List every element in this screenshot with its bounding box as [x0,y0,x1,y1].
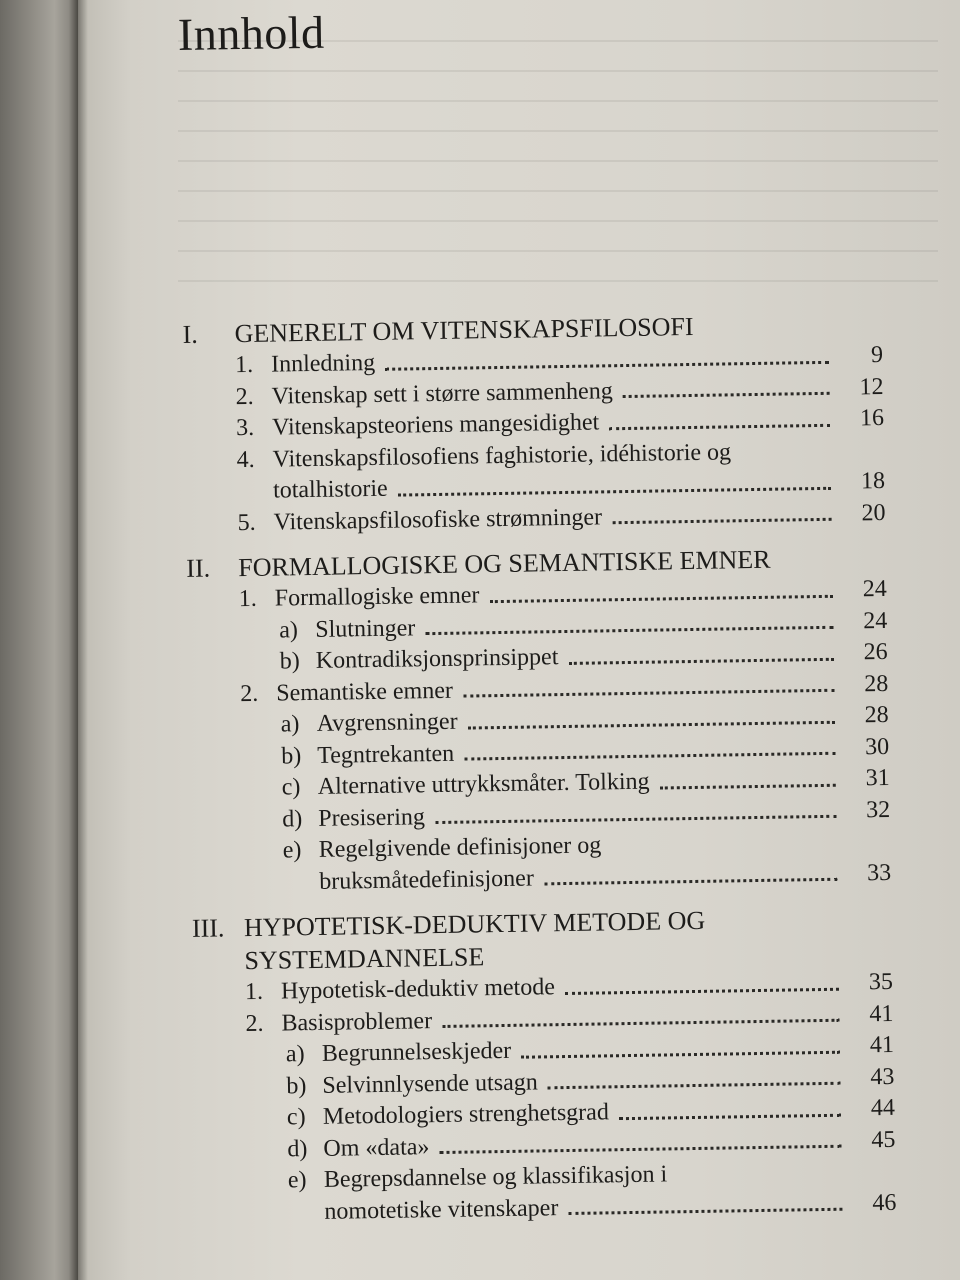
dot-leader [623,392,830,398]
dot-leader [568,1208,842,1215]
entry-title-continuation: totalhistorie [272,475,388,504]
section-title: GENERELT OM VITENSKAPSFILOSOFI [234,311,694,349]
page-number: 20 [861,499,886,526]
entry-title-continuation: bruksmåtedefinisjoner [319,865,535,895]
entry-title: Om «data» [323,1133,430,1162]
entry-title: Slutninger [315,614,416,643]
section-title: HYPOTETISK-DEDUKTIV METODE OG SYSTEMDANNELSE [243,905,706,976]
dot-leader [612,518,832,524]
entry-title: Kontradiksjonsprinsippet [315,644,559,674]
entry-title: Basisproblemer [281,1007,433,1036]
entry-title-continuation: nomotetiske vitenskaper [324,1194,559,1225]
entry-title: Avgrensninger [316,708,458,737]
dot-leader [442,1019,839,1028]
entry-number: b) [279,648,300,675]
page-number: 41 [869,1000,894,1027]
entry-title: Presisering [318,803,426,832]
page-number: 9 [870,341,884,369]
toc-section [186,541,891,900]
entry-number: d) [287,1135,308,1162]
page-number: 45 [871,1126,896,1153]
page-number: 28 [864,701,889,729]
page-number: 16 [859,404,885,432]
page-title: Innhold [177,6,325,60]
entry-number-spacer [283,898,319,899]
dot-leader [619,1113,841,1119]
page-number: 44 [870,1094,896,1122]
page-number: 30 [864,733,890,760]
entry-number: 5. [237,509,256,536]
page-number: 31 [865,764,890,792]
book-page [78,0,960,1280]
dot-leader [464,752,835,761]
entry-title: Hypotetisk-deduktiv metode [280,974,556,1005]
section-title: FORMALLOGISKE OG SEMANTISKE EMNER [238,544,771,583]
entry-title: Vitenskapsteoriens mangesidighet [271,409,600,441]
entry-number: 2. [245,1010,264,1037]
entry-number: 3. [235,414,255,442]
entry-number: e) [282,837,302,864]
entry-title: Begrepsdannelse og klassifikasjon i [323,1161,668,1193]
entry-number: 2. [235,383,254,410]
entry-number: b) [286,1072,307,1099]
book-spine-gutter [0,0,78,1280]
entry-title: Regelgivende definisjoner og [318,832,602,863]
page-number: 18 [860,467,886,495]
dot-leader [468,720,835,729]
dot-leader [435,815,836,824]
entry-number: e) [287,1167,307,1194]
page-number: 35 [868,968,894,996]
dot-leader [568,657,833,664]
entry-number-spacer [289,1228,325,1229]
entry-number: a) [280,711,300,738]
page-number: 46 [872,1189,897,1216]
page-number: 43 [870,1063,895,1090]
page-number: 24 [863,607,888,634]
toc-section [192,901,897,1230]
dot-leader [544,878,837,886]
entry-title: Begrunnelseskjeder [321,1037,512,1067]
dot-leader [489,594,832,602]
dot-leader [660,783,836,789]
entry-title: Alternative uttrykksmåter. Tolking [317,768,650,800]
page-number: 26 [863,638,888,666]
page-content [78,0,960,1280]
entry-number: c) [286,1104,306,1131]
entry-title: Tegntrekanten [317,740,455,769]
dot-leader [439,1145,841,1154]
entry-number: 1. [238,585,257,613]
dot-leader [385,360,829,370]
section-number: I. [182,319,199,349]
entry-title: Semantiske emner [276,677,454,707]
dot-leader [398,486,831,496]
dot-leader [565,987,839,994]
entry-number: c) [281,774,301,801]
section-heading [192,901,893,978]
page-number: 32 [865,796,891,823]
entry-title: Innledning [270,349,376,378]
entry-title: Metodologiers strenghetsgrad [322,1099,610,1130]
entry-title: Selvinnlysende utsagn [322,1068,538,1099]
dot-leader [609,423,830,429]
entry-title: Formallogiske emner [274,582,480,612]
entry-number: 4. [236,446,255,473]
page-number: 28 [863,670,889,697]
page-number: 41 [869,1031,895,1059]
dot-leader [463,689,834,698]
page-number: 33 [866,859,892,886]
table-of-contents [182,307,896,1242]
section-number: II. [186,553,211,583]
entry-number: d) [282,805,303,832]
entry-title: Vitenskapsfilosofiens faghistorie, idéhistorie og [272,438,732,473]
entry-title: Vitenskapsfilosofiske strømninger [273,503,603,536]
section-number: III. [191,913,225,943]
dot-leader [425,626,833,635]
entry-number: 1. [244,978,264,1006]
entry-number: 1. [234,351,254,379]
entry-number: a) [285,1041,305,1068]
dot-leader [521,1050,840,1058]
toc-section [182,307,885,540]
dot-leader [548,1082,841,1090]
page-number: 24 [862,575,887,603]
entry-title: Vitenskap sett i større sammenheng [271,377,613,410]
entry-number: b) [281,742,302,769]
entry-number: 2. [240,680,259,707]
page-number: 12 [859,373,884,400]
entry-number: a) [279,616,299,643]
